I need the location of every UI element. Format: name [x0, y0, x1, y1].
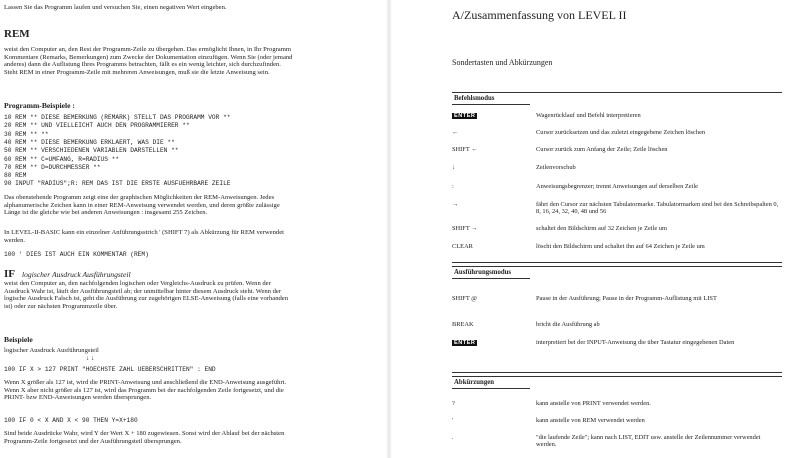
key-label	[452, 225, 478, 232]
right-page	[396, 0, 787, 458]
key-description: interpretiert bei der INPUT-Anweisung die über Tastatur eingegebenen Daten	[536, 339, 735, 346]
key-description: Cursor zurücksetzen und das zuletzt eingegebene Zeichen löschen	[536, 129, 706, 136]
key-description: Zeilenvorschub	[536, 164, 576, 171]
para-quote-abbrev: In LEVEL-II-BASIC kann ein einzelner Anführungsstrich ' (SHIFT 7) als Abkürzung für REM verwendet werden.	[4, 229, 284, 244]
key-text: ?	[452, 400, 455, 407]
key-text: SHIFT ←	[452, 146, 478, 153]
key-label	[452, 129, 458, 136]
if-paragraph: weist den Computer an, den nachfolgenden logischen oder Vergleichs-Ausdruck zu prüfen. Wenn der Ausdruck Wahr ist, läuft der Ausführungsteil ab; der unmittelbar hinter diesem Ausdruck steht. Wenn der logische Ausdruck Falsch ist, geht die Ausführung zur zugehörigen ELSE-Anweisung (falls eine vorhanden ist) oder zur nächsten Programmzeile über.	[4, 280, 289, 311]
key-description: bricht die Ausführung ab	[536, 321, 600, 328]
example-heading: Programm-Beispiele :	[4, 101, 75, 110]
if-heading: IF	[4, 268, 15, 280]
key-description: fährt den Cursor zur nächsten Tabulatormarke. Tabulatormarken sind bei den Schreibspalten 0, 8, 16, 24, 32, 40, 48 und 56	[536, 201, 779, 216]
summary-title: A/Zusammenfassung von LEVEL II	[452, 8, 627, 22]
code-if-1: 100 IF X > 127 PRINT "HOECHSTE ZAHL UEBERSCHRITTEN" : END	[4, 366, 216, 373]
key-label	[452, 295, 477, 302]
key-description: Pause in der Ausführung; Pause in der Programm-Auflistung mit LIST	[536, 295, 717, 302]
enter-key-badge: ENTER	[454, 113, 476, 119]
key-label	[452, 112, 477, 119]
key-text: '	[452, 417, 454, 424]
section-rule-bottom	[452, 262, 782, 263]
key-label	[452, 400, 455, 407]
code-line: 10 REM ** DIESE BEMERKUNG (REMARK) STELLT DAS PROGRAMM VOR **	[4, 114, 231, 121]
key-description: schaltet den Bildschirm auf 32 Zeichen je Zeile um	[536, 225, 667, 232]
key-label	[452, 339, 477, 346]
key-label	[452, 183, 454, 190]
key-label	[452, 146, 478, 153]
key-label	[452, 434, 454, 441]
key-text: SHIFT @	[452, 295, 478, 302]
key-label	[452, 321, 474, 328]
code-if-2: 100 IF 0 < X AND X < 90 THEN Y=X+180	[4, 417, 138, 424]
para-if-explain-2: Sind beide Ausdrücke Wahr, wird Y der Wert X + 180 zugewiesen. Sonst wird der Ablauf bei der nächsten Programm-Zeile fortgesetzt und der Ausführungsteil übersprungen.	[4, 430, 285, 445]
code-line: 20 REM ** UND VIELLEICHT AUCH DEN PROGRAMMIERER **	[4, 122, 190, 130]
section-rule-top	[452, 376, 782, 377]
section-rule-top	[452, 92, 782, 93]
key-description: löscht den Bildschirm und schaltet ihn auf 64 Zeichen je Zeile um	[536, 243, 705, 250]
key-text: .	[452, 434, 454, 441]
section-heading: Abkürzungen	[454, 379, 495, 386]
left-page	[0, 0, 380, 458]
section-heading: Ausführungsmodus	[454, 269, 512, 276]
key-text: SHIFT →	[452, 225, 478, 232]
rem-heading: REM	[4, 28, 30, 40]
para-graphics: Das obenstehende Programm zeigt eine der graphischen Möglichkeiten der REM-Anweisungen. Jedes alphanumerische Zeichen kann in einer REM-Anweisung verwendet werden, und deren größte zulässige Länge ist die gleiche wie bei anderen Anweisungen : insgesamt 255 Zeichen.	[4, 194, 280, 217]
key-text: →	[452, 201, 459, 208]
key-description: Cursor zurück zum Anfang der Zeile; Zeile löschen	[536, 146, 668, 153]
code-line-100: 100 ' DIES IST AUCH EIN KOMMENTAR (REM)	[4, 251, 149, 258]
key-text: ↓	[452, 164, 456, 171]
section-rule-bottom	[452, 372, 782, 373]
section-heading-underline	[452, 388, 530, 389]
code-line: 40 REM ** DIESE BEMERKUNG ERKLAERT, WAS DIE **	[4, 138, 175, 146]
code-line: 70 REM ** D=DURCHMESSER **	[4, 163, 101, 171]
beispiele-heading: Beispiele	[4, 335, 33, 344]
key-label	[452, 201, 458, 208]
section-heading: Befehlsmodus	[454, 95, 495, 102]
code-line: 60 REM ** C=UMFANG, R=RADIUS **	[4, 155, 120, 163]
syntax-arrows: ↓ ↓	[86, 355, 95, 362]
syntax-labels: logischer Ausdruck Ausführungsteil	[4, 347, 99, 354]
section-rule-top	[452, 266, 782, 267]
key-description: "die laufende Zeile"; kann nach LIST, EDIT usw. anstelle der Zeilennummer verwendet werden.	[536, 434, 761, 449]
key-label	[452, 164, 455, 171]
key-description: Wagenrücklauf und Befehl interpretieren	[536, 112, 641, 119]
enter-key-badge: ENTER	[454, 340, 476, 346]
code-line: 30 REM ** **	[4, 130, 49, 138]
intro-text: Lassen Sie das Programm laufen und versuchen Sie, einen negativen Wert eingeben.	[4, 4, 227, 11]
code-line: 50 REM ** VERSCHIEDENEN VARIABLEN DARSTELLEN **	[4, 147, 179, 155]
page-fold	[386, 0, 392, 458]
para-if-explain: Wenn X größer als 127 ist, wird die PRINT-Anweisung und anschließend die END-Anweisung ausgeführt. Wenn X aber nicht größer als 127 ist, wird das Programm bei der nachfolgenden Zeile fortgesetzt, und die PRINT- bzw END-Anweisungen werden übersprungen.	[4, 379, 287, 402]
code-line: 90 INPUT "RADIUS";R: REM DAS IST DIE ERSTE AUSFUEHRBARE ZEILE	[4, 180, 231, 188]
key-label	[452, 243, 473, 250]
section-heading-underline	[452, 278, 530, 279]
key-text: :	[452, 183, 454, 190]
key-text: CLEAR	[452, 243, 473, 250]
key-text: ←	[452, 129, 459, 136]
if-heading-syntax: logischer Ausdruck Ausführungsteil	[22, 270, 131, 279]
summary-subtitle: Sondertasten und Abkürzungen	[452, 58, 553, 67]
key-description: kann anstelle von REM verwendet werden	[536, 417, 645, 424]
code-line: 80 REM	[4, 172, 27, 180]
key-description: kann anstelle von PRINT verwendet werden.	[536, 400, 651, 407]
section-heading-underline	[452, 104, 530, 105]
rem-paragraph: weist den Computer an, den Rest der Programm-Zeile zu übergehen. Das ermöglicht Ihnen, in Ihr Programm Kommentare (Remarks, Bemerkungen) zum Zwecke der Dokumentation einzufügen. Wenn Sie (oder jemand anderes) dann die Auflistung Ihres Programms betrachten, fällt es ein wenig leichter, sich durchzufinden. Steht REM in einer Programm-Zeile mit mehreren Anweisungen, muß sie die letzte Anweisung sein.	[4, 46, 293, 77]
key-text: BREAK	[452, 321, 474, 328]
key-description: Anweisungsbegrenzer; trennt Anweisungen auf derselben Zeile	[536, 183, 699, 190]
key-label	[452, 417, 453, 424]
